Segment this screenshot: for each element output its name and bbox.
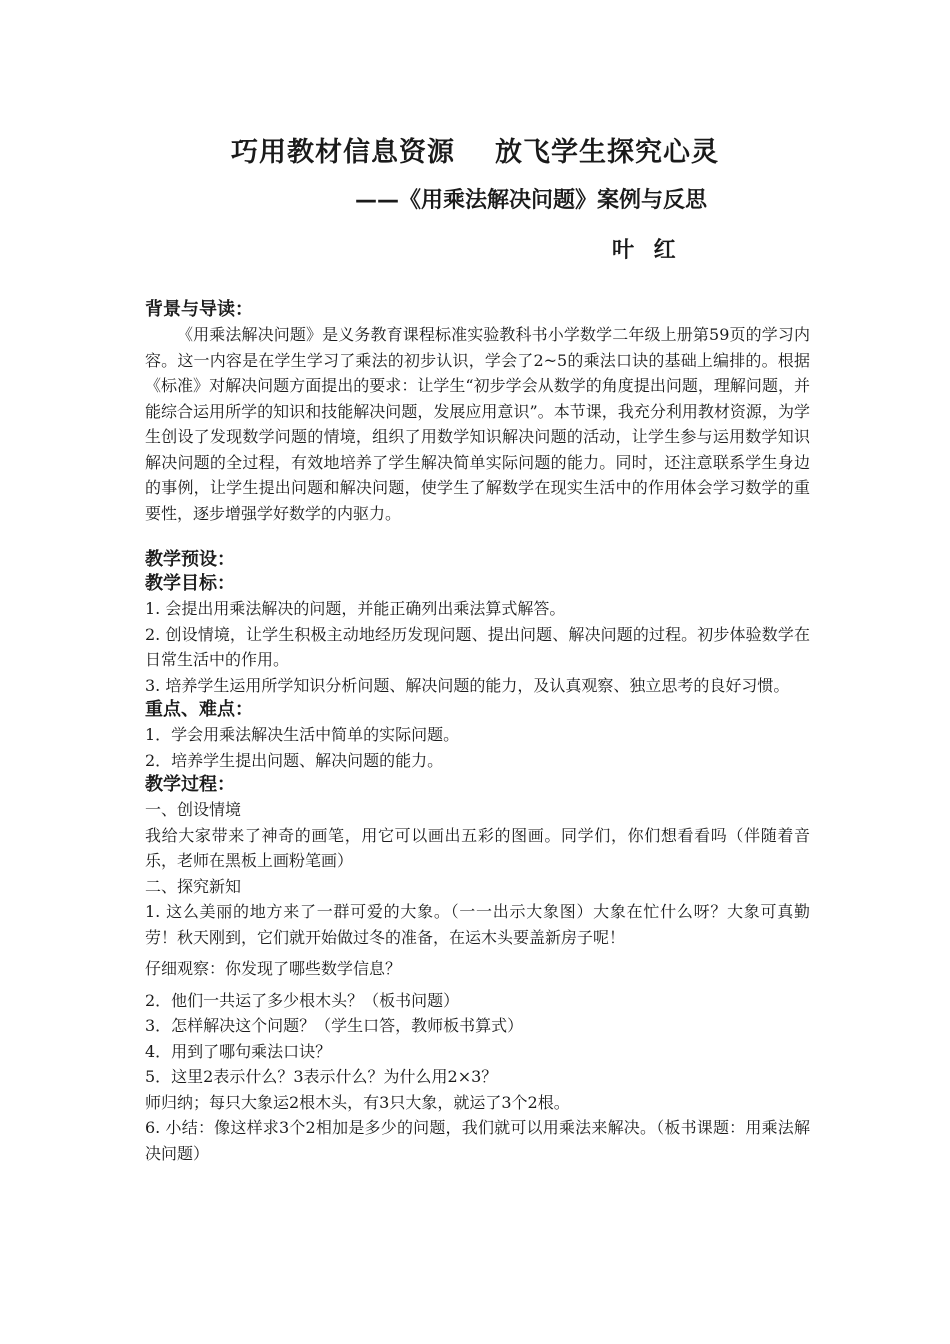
section-title: 二、探究新知 — [145, 876, 242, 896]
key-point-item: 2．培养学生提出问题、解决问题的能力。 — [145, 750, 444, 770]
author-name: 叶 红 — [612, 238, 682, 263]
process-item: 1. 这么美丽的地方来了一群可爱的大象。（一一出示大象图）大象在忙什么呀？大象可真勤劳！秋天刚到，它们就开始做过冬的准备，在运木头要盖新房子呢！ — [145, 902, 810, 947]
section-title: 一、创设情境 — [145, 800, 242, 819]
process-item: 3．怎样解决这个问题？（学生口答，教师板书算式） — [145, 1016, 524, 1035]
page-title — [0, 130, 950, 169]
key-points-heading: 重点、难点： — [145, 699, 253, 720]
teacher-summary: 师归纳；每只大象运2根木头，有3只大象，就运了3个2根。 — [145, 1092, 570, 1112]
presets-heading: 教学预设： — [145, 549, 235, 570]
page-subtitle: ——《用乘法解决问题》案例与反思 — [355, 188, 708, 213]
goal-item: 3. 培养学生运用所学知识分析问题、解决问题的能力，及认真观察、独立思考的良好习惯。 — [145, 675, 790, 695]
goal-item: 1. 会提出用乘法解决的问题，并能正确列出乘法算式解答。 — [145, 599, 566, 618]
background-paragraph: 《用乘法解决问题》是义务教育课程标准实验教科书小学数学二年级上册第59页的学习内容。这一内容是在学生学习了乘法的初步认识，学会了2~5的乘法口诀的基础上编排的。根据《标准》对解决问题方面提出的要求：让学生“初步学会从数学的角度提出问题，理解问题，并能综合运用所学的知识和技能解决问题，发展应用意识”。本节课，我充分利用教材资源，为学生创设了发现数学问题的情境，组织了用数学知识解决问题的活动，让学生参与运用数学知识解决问题的全过程，有效地培养了学生解决简单实际问题的能力。同时，还注意联系学生身边的事例，让学生提出问题和解决问题，使学生了解数学在现实生活中的作用体会学习数学的重要性，逐步增强学好数学的内驱力。 — [145, 325, 810, 523]
section-text: 我给大家带来了神奇的画笔，用它可以画出五彩的图画。同学们，你们想看看吗（伴随着音乐，老师在黑板上画粉笔画） — [145, 825, 810, 870]
process-heading: 教学过程： — [145, 774, 235, 795]
title-part-1: 巧用教材信息资源 — [231, 137, 455, 168]
title-part-2: 放飞学生探究心灵 — [495, 137, 719, 168]
goals-heading: 教学目标： — [145, 573, 235, 594]
goal-item: 2. 创设情境，让学生积极主动地经历发现问题、提出问题、解决问题的过程。初步体验数学在日常生活中的作用。 — [145, 624, 810, 669]
background-heading: 背景与导读： — [145, 299, 253, 320]
document-body — [145, 298, 810, 1166]
process-item: 6. 小结：像这样求3个2相加是多少的问题，我们就可以用乘法来解决。（板书课题：用乘法解决问题） — [145, 1118, 810, 1163]
observe-prompt: 仔细观察：你发现了哪些数学信息？ — [145, 959, 402, 978]
key-point-item: 1．学会用乘法解决生活中简单的实际问题。 — [145, 725, 460, 744]
process-item: 5．这里2表示什么？3表示什么？为什么用2×3？ — [145, 1067, 498, 1086]
process-item: 2．他们一共运了多少根木头？（板书问题） — [145, 990, 460, 1010]
process-item: 4．用到了哪句乘法口诀？ — [145, 1041, 332, 1061]
